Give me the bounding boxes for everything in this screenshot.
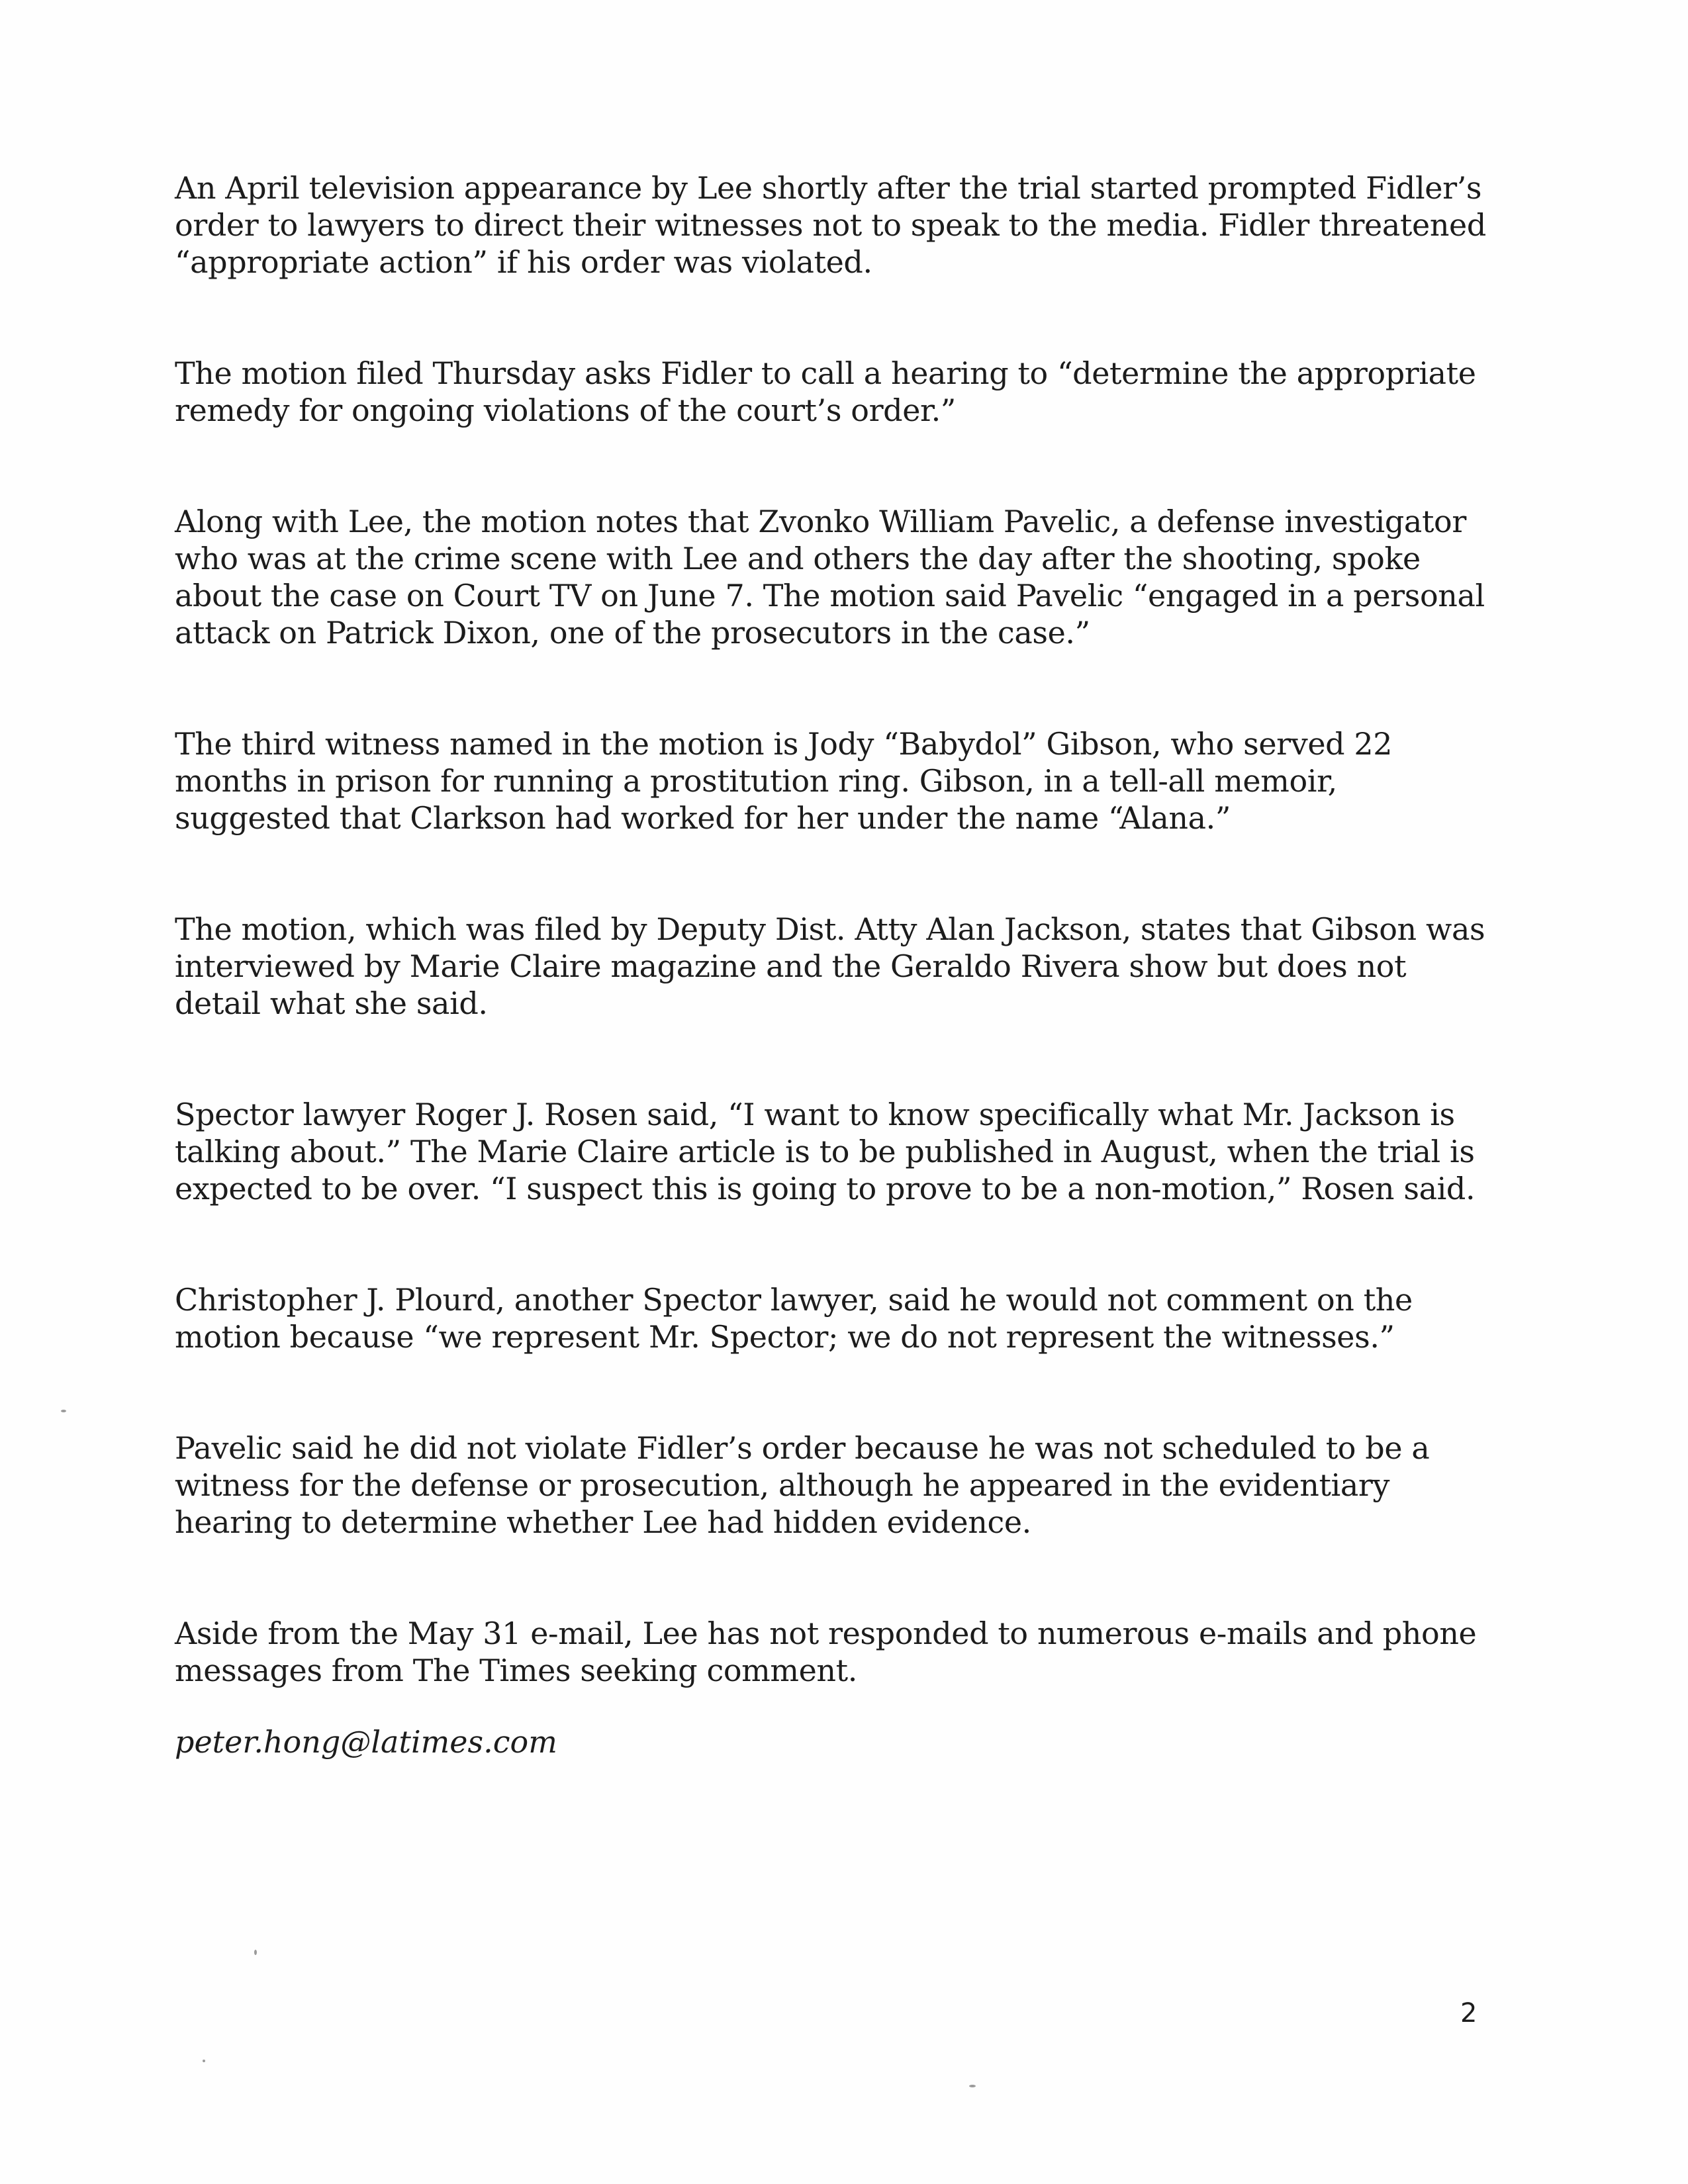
article-body — [175, 169, 1499, 1760]
scan-speck — [969, 2085, 976, 2087]
paragraph-lee-no-response: Aside from the May 31 e-mail, Lee has not responded to numerous e-mails and phone messages from The Times seeking comment. — [175, 1615, 1477, 1688]
scan-speck — [61, 1410, 66, 1412]
paragraph-pavelic-court-tv: Along with Lee, the motion notes that Zvonko William Pavelic, a defense investigator who was at the crime scene with Lee and others the day after the shooting, spoke about the case on Court TV on June 7. The motion said Pavelic “engaged in a personal attack on Patrick Dixon, one of the prosecutors in the case.” — [175, 504, 1485, 651]
page-number: 2 — [1460, 1998, 1477, 2028]
paragraph-plourd-comment: Christopher J. Plourd, another Spector lawyer, said he would not comment on the motion because “we represent Mr. Spector; we do not represent the witnesses.” — [175, 1282, 1413, 1355]
paragraph-rosen-comment: Spector lawyer Roger J. Rosen said, “I want to know specifically what Mr. Jackson is talking about.” The Marie Claire article is to be published in August, when the trial is expected to be over. “I suspect this is going to prove to be a non-motion,” Rosen said. — [175, 1097, 1476, 1206]
paragraph-pavelic-response: Pavelic said he did not violate Fidler’s order because he was not scheduled to be a witness for the defense or prosecution, although he appeared in the evidentiary hearing to determine whether Lee had hidden evidence. — [175, 1430, 1430, 1540]
paragraph-jackson-motion: The motion, which was filed by Deputy Dist. Atty Alan Jackson, states that Gibson was interviewed by Marie Claire magazine and the Geraldo Rivera show but does not detail what she said. — [175, 911, 1485, 1021]
author-email: peter.hong@latimes.com — [175, 1724, 557, 1760]
scan-speck — [203, 2060, 205, 2062]
paragraph-television-appearance: An April television appearance by Lee shortly after the trial started prompted Fidler’s order to lawyers to direct their witnesses not to speak to the media. Fidler threatened “appropriate action” if his order was violated. — [175, 170, 1486, 280]
paragraph-motion-hearing: The motion filed Thursday asks Fidler to call a hearing to “determine the appropriate remedy for ongoing violations of the court’s order.” — [175, 355, 1476, 428]
scan-speck — [254, 1950, 257, 1955]
paragraph-third-witness: The third witness named in the motion is Jody “Babydol” Gibson, who served 22 months in prison for running a prostitution ring. Gibson, in a tell-all memoir, suggested that Clarkson had worked for her under the name “Alana.” — [175, 726, 1393, 836]
